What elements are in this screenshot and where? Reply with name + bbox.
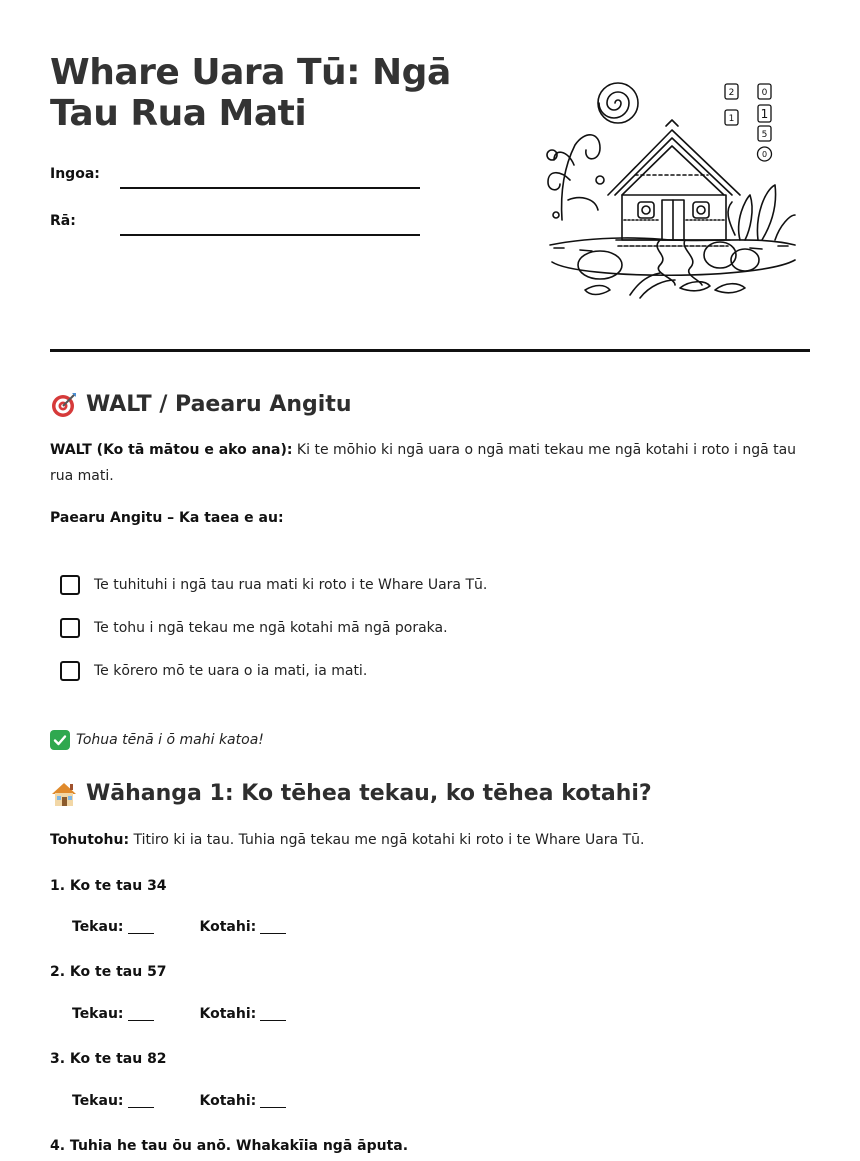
svg-text:0: 0 xyxy=(761,150,768,159)
ones-label: Kotahi: xyxy=(199,919,257,935)
tens-blank[interactable] xyxy=(128,919,154,934)
walt-text: Ki te mōhio ki ngā uara o ngā mati tekau me ngā kotahi i roto i ngā tau rua mati. xyxy=(50,442,797,484)
name-label: Ingoa: xyxy=(50,166,100,182)
ground xyxy=(550,238,795,298)
walt-heading-text: WALT / Paearu Angitu xyxy=(86,392,352,417)
question-1: 1. Ko te tau 34 xyxy=(50,878,167,894)
walt-heading xyxy=(50,391,352,419)
criteria-text: Te tuhituhi i ngā tau rua mati ki roto i te Whare Uara Tū. xyxy=(94,577,488,593)
svg-text:1: 1 xyxy=(760,107,769,121)
question-2: 2. Ko te tau 57 xyxy=(50,964,167,980)
answer-row-1 xyxy=(72,919,286,935)
answer-row-2 xyxy=(72,1006,286,1022)
svg-text:0: 0 xyxy=(761,88,768,98)
tens-label: Tekau: xyxy=(72,1006,124,1022)
tens-blank[interactable] xyxy=(128,1093,154,1108)
criteria-text: Te kōrero mō te uara o ia mati, ia mati. xyxy=(94,663,368,679)
criteria-label: Paearu Angitu – Ka taea e au: xyxy=(50,510,284,526)
tens-label: Tekau: xyxy=(72,1093,124,1109)
header-divider xyxy=(50,349,810,352)
ones-label: Kotahi: xyxy=(199,1093,257,1109)
answer-row-3 xyxy=(72,1093,286,1109)
note-text: Tohua tēnā i ō mahi katoa! xyxy=(76,732,264,748)
criteria-checkbox[interactable] xyxy=(60,618,80,638)
walt-label: WALT (Ko tā mātou e ako ana): xyxy=(50,442,293,458)
svg-text:5: 5 xyxy=(761,130,768,140)
house-roof xyxy=(608,120,740,195)
ones-blank[interactable] xyxy=(260,1006,286,1021)
check-mark-icon xyxy=(50,730,70,750)
svg-text:1: 1 xyxy=(728,114,735,124)
house-icon xyxy=(50,780,78,808)
tens-blank[interactable] xyxy=(128,1006,154,1021)
question-3: 3. Ko te tau 82 xyxy=(50,1051,167,1067)
page-title: Whare Uara Tū: Ngā Tau Rua Mati xyxy=(50,52,451,134)
tree-left xyxy=(547,135,604,220)
section1-heading-text: Wāhanga 1: Ko tēhea tekau, ko tēhea kotahi? xyxy=(86,781,652,806)
ones-blank[interactable] xyxy=(260,919,286,934)
spiral-sun-icon xyxy=(598,83,638,123)
section1-heading xyxy=(50,780,652,808)
name-field[interactable] xyxy=(120,187,420,189)
svg-text:2: 2 xyxy=(728,88,735,98)
instruction-text: Titiro ki ia tau. Tuhia ngā tekau me ngā kotahi ki roto i te Whare Uara Tū. xyxy=(129,832,645,848)
walt-statement xyxy=(50,437,800,489)
criteria-checkbox[interactable] xyxy=(60,575,80,595)
instruction-label: Tohutohu: xyxy=(50,832,130,848)
target-dart-icon xyxy=(50,391,78,419)
criteria-checkbox[interactable] xyxy=(60,661,80,681)
date-label: Rā: xyxy=(50,213,76,229)
criteria-text: Te tohu i ngā tekau me ngā kotahi mā ngā poraka. xyxy=(94,620,448,636)
date-field[interactable] xyxy=(120,234,420,236)
criteria-item xyxy=(60,661,367,681)
tens-label: Tekau: xyxy=(72,919,124,935)
ones-label: Kotahi: xyxy=(199,1006,257,1022)
criteria-item xyxy=(60,618,448,638)
criteria-item xyxy=(60,575,487,595)
wharenui-house-illustration-icon xyxy=(540,70,802,306)
ones-blank[interactable] xyxy=(260,1093,286,1108)
section1-instruction xyxy=(50,827,800,853)
question-4: 4. Tuhia he tau ōu anō. Whakakīia ngā āputa. xyxy=(50,1138,409,1154)
check-all-note xyxy=(50,730,264,750)
